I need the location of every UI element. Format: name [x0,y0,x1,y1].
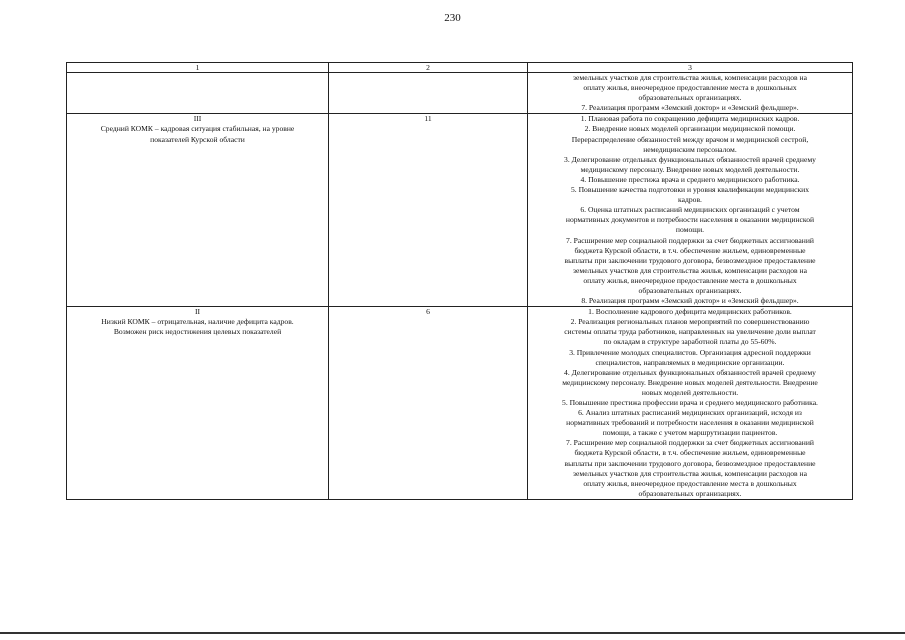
cell-line: оплату жилья, внеочередное предоставление места в дошкольных [583,478,797,488]
table-row [67,114,853,307]
cell-line: оплату жилья, внеочередное предоставление места в дошкольных [583,83,797,93]
level-cell [67,307,329,500]
measures-cell [528,307,853,500]
cell-line: нормативных требований и потребности населения в оказании медицинской [566,418,814,428]
cell-line: выплаты при заключении трудового договора, безвозмездное предоставление [564,255,816,265]
cell-line: 7. Расширение мер социальной поддержки за счет бюджетных ассигнований [566,235,814,245]
cell-line: образовательных организациях. [638,93,742,103]
cell-line: 7. Расширение мер социальной поддержки за счет бюджетных ассигнований [566,438,814,448]
cell-line: выплаты при заключении трудового договора, безвозмездное предоставление [564,458,816,468]
cell-line: нормативных документов и потребности населения в оказании медицинской [565,215,815,225]
cell-line: по окладам в структуре заработной платы до 55-60%. [603,337,777,347]
cell-line: 5. Повышение престижа профессии врача и среднего медицинского работника. [562,398,818,407]
cell-line: II [194,307,201,317]
cell-line: 2. Реализация региональных планов мероприятий по совершенствованию [570,317,810,327]
cell-line: новых моделей деятельности. [641,387,739,397]
cell-line: 3. Привлечение молодых специалистов. Организация адресной поддержки [569,347,811,357]
cell-line: бюджета Курской области, в т.ч. обеспечение жильем, единовременные [574,245,806,255]
cell-line: образовательных организациях. [638,488,742,498]
count-cell: 11 [329,114,528,307]
cell-line: 6. Анализ штатных расписаний медицинских организаций, исходя из [578,408,802,418]
table-header-row [67,63,853,73]
cell-line: специалистов, направляемых в медицинские организации. [595,357,785,367]
cell-line: 4. Делегирование отдельных функциональных обязанностей врачей среднему [564,367,816,377]
cell-line: помощи, а также с учетом маршрутизации пациентов. [602,428,778,438]
column-header-3: 3 [528,63,853,73]
cell-line: 3. Делегирование отдельных функциональных обязанностей врачей среднему [564,154,816,164]
cell-line: оплату жилья, внеочередное предоставление места в дошкольных [583,275,797,285]
column-header-2: 2 [329,63,528,73]
table-row [67,73,853,114]
cell-line: 1. Восполнение кадрового дефицита медицинских работников. [588,307,792,317]
cell-line: III [193,114,202,124]
cell-line: 8. Реализация программ «Земский доктор» и «Земский фельдшер». [581,296,799,306]
cell-line: 2. Внедрение новых моделей организации медицинской помощи. [584,124,796,134]
cell-line: Возможен риск недостижения целевых показателей [113,327,282,337]
cell-line: кадров. [678,195,702,205]
cell-line: 1. Плановая работа по сокращению дефицита медицинских кадров. [580,114,800,124]
measures-cell [528,73,853,114]
measures-cell [528,114,853,307]
cell-line: медицинскому персоналу. Внедрение новых моделей деятельности. [580,164,800,174]
page-number: 230 [444,12,461,24]
cell-line: Перераспределение обязанностей между врачом и медицинской сестрой, [571,134,809,144]
cell-line: медицинскому персоналу. Внедрение новых моделей деятельности. Внедрение [562,377,818,387]
cell-line: земельных участков для строительства жилья, компенсации расходов на [573,468,807,478]
table-row [67,307,853,500]
cell-line: бюджета Курской области, в т.ч. обеспечение жильем, единовременные [574,448,806,458]
cell-line: 6. Оценка штатных расписаний медицинских организаций с учетом [580,205,800,215]
level-cell [67,73,329,114]
count-cell: 6 [329,307,528,500]
cell-line: показателей Курской области [150,134,245,144]
cell-line: земельных участков для строительства жилья, компенсации расходов на [573,265,807,275]
count-cell [329,73,528,114]
document-table [66,62,853,500]
page-bottom-border [0,632,905,634]
cell-line: земельных участков для строительства жилья, компенсации расходов на [573,73,807,82]
cell-line: 5. Повышение качества подготовки и уровня квалификации медицинских [570,185,809,195]
cell-line: 4. Повышение престижа врача и среднего медицинского работника. [580,174,800,184]
cell-line: помощи. [675,225,705,235]
cell-line: немедицинским персоналом. [643,144,737,154]
level-cell [67,114,329,307]
column-header-1: 1 [67,63,329,73]
cell-line: Средний КОМК – кадровая ситуация стабильная, на уровне [100,124,295,134]
cell-line: Низкий КОМК – отрицательная, наличие дефицита кадров. [101,317,294,327]
cell-line: образовательных организациях. [638,285,742,295]
cell-line: 7. Реализация программ «Земский доктор» и «Земский фельдшер». [581,103,799,113]
cell-line: системы оплаты труда работников, направленных на увеличение доли выплат [564,327,816,337]
